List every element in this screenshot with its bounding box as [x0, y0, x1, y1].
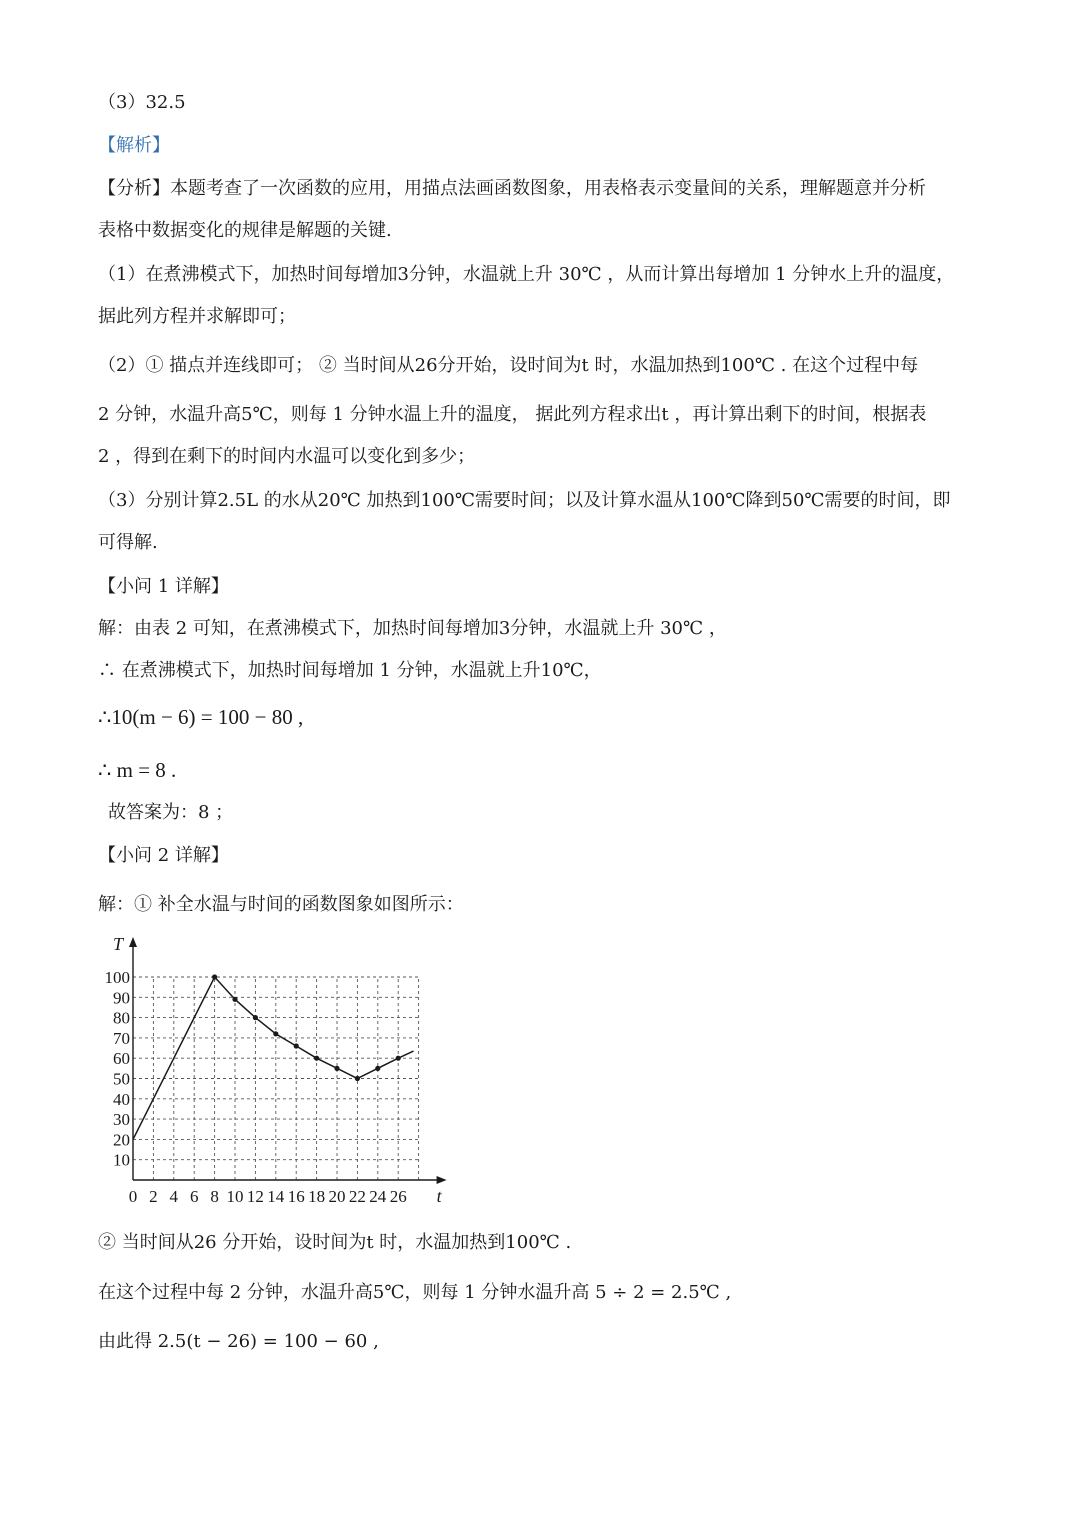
analysis-text-1: 【分析】本题考查了一次函数的应用，用描点法画函数图象，用表格表示变量间的关系，理解题意并分析 [98, 178, 926, 199]
solution-2-step2: ② 当时间从26 分开始，设时间为t 时，水温加热到100℃ . [98, 1232, 572, 1253]
y-axis-label: T [113, 934, 124, 954]
x-tick-label: 4 [169, 1187, 179, 1206]
y-tick-label: 20 [113, 1130, 130, 1150]
subquestion-1-heading: 【小问 1 详解】 [98, 576, 229, 597]
data-point [232, 997, 237, 1002]
chart-series [133, 974, 414, 1139]
y-axis-arrow [129, 937, 137, 947]
data-point [253, 1015, 258, 1020]
temperature-time-chart [98, 925, 442, 1215]
y-tick-label: 60 [113, 1049, 130, 1069]
x-tick-label: 16 [287, 1187, 305, 1206]
answer-1: 故答案为：8 ； [108, 802, 234, 823]
analysis-part1-line2: 据此列方程并求解即可； [98, 306, 296, 327]
solution-2-rate: 在这个过程中每 2 分钟，水温升高5℃，则每 1 分钟水温升高 5 ÷ 2 = 2.5℃ , [98, 1282, 732, 1303]
data-point [273, 1031, 278, 1036]
x-tick-label: 14 [267, 1187, 285, 1206]
x-tick-label: 12 [246, 1187, 264, 1206]
solution-1-result: ∴ m = 8 . [98, 758, 177, 782]
analysis-part3-line2: 可得解. [98, 532, 158, 553]
solution-1-equation: ∴10(m − 6) = 100 − 80 , [98, 705, 304, 729]
solution-2-equation: 由此得 2.5(t − 26) = 100 − 60 , [98, 1331, 379, 1352]
analysis-heading: 【解析】 [98, 135, 170, 156]
x-tick-label: 8 [210, 1187, 219, 1206]
subquestion-2-heading: 【小问 2 详解】 [98, 845, 229, 866]
data-point [314, 1056, 319, 1061]
y-tick-label: 70 [113, 1028, 130, 1048]
x-axis-arrow [437, 1176, 447, 1184]
analysis-part3-line1: （3）分别计算2.5L 的水从20℃ 加热到100℃需要时间；以及计算水温从100℃降到50℃需要的时间，即 [98, 490, 951, 511]
y-tick-label: 30 [113, 1110, 130, 1130]
data-point [334, 1066, 339, 1071]
x-tick-label: 10 [226, 1187, 244, 1206]
x-tick-label: 6 [189, 1187, 199, 1206]
analysis-part2-line1: （2）① 描点并连线即可； ② 当时间从26分开始，设时间为t 时，水温加热到100℃ . 在这个过程中每 [98, 355, 919, 376]
data-point [355, 1076, 360, 1081]
x-tick-label: 20 [328, 1187, 346, 1206]
x-tick-label: 22 [348, 1187, 366, 1206]
analysis-text-2: 表格中数据变化的规律是解题的关键. [98, 220, 392, 241]
solution-1-line1: 解：由表 2 可知，在煮沸模式下，加热时间每增加3分钟，水温就上升 30℃ ， [98, 618, 727, 639]
data-point [375, 1066, 380, 1071]
solution-2-intro: 解：① 补全水温与时间的函数图象如图所示： [98, 894, 464, 915]
y-tick-label: 50 [113, 1069, 130, 1089]
data-point [294, 1043, 299, 1048]
x-tick-label: 2 [149, 1187, 158, 1206]
x-tick-label: 24 [369, 1187, 387, 1206]
x-tick-label: 26 [389, 1187, 407, 1206]
solution-1-line2: ∴ 在煮沸模式下，加热时间每增加 1 分钟，水温就上升10℃， [98, 660, 602, 681]
y-tick-label: 100 [104, 968, 130, 987]
data-point [212, 974, 217, 979]
answer-3: （3）32.5 [98, 92, 186, 113]
y-tick-label: 10 [113, 1150, 130, 1170]
chart-grid [133, 977, 419, 1180]
x-tick-label: 0 [128, 1187, 138, 1206]
x-tick-label: 18 [308, 1187, 326, 1206]
y-tick-label: 40 [113, 1089, 130, 1109]
y-tick-label: 80 [113, 1008, 130, 1028]
analysis-part2-line3: 2 ，得到在剩下的时间内水温可以变化到多少； [98, 446, 476, 467]
y-tick-label: 90 [113, 988, 130, 1008]
analysis-part2-line2: 2 分钟，水温升高5℃，则每 1 分钟水温上升的温度， 据此列方程求出t ，再计算出剩下的时间，根据表 [98, 404, 927, 425]
analysis-part1-line1: （1）在煮沸模式下，加热时间每增加3分钟，水温就上升 30℃ ，从而计算出每增加 1 分钟水上升的温度， [98, 264, 955, 285]
data-point [396, 1056, 401, 1061]
x-axis-label: t [436, 1186, 442, 1206]
